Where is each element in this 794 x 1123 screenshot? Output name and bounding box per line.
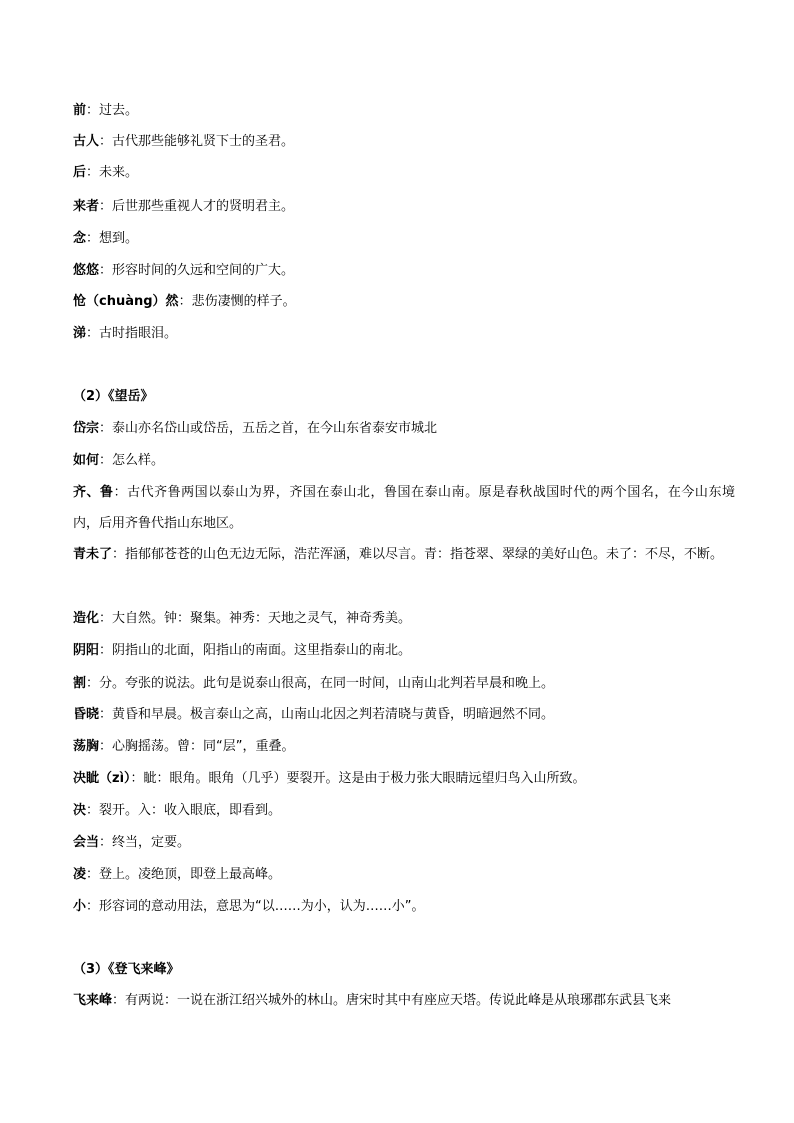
- gloss-definition: ：未来。: [86, 165, 139, 180]
- gloss-entry: [73, 477, 735, 539]
- gloss-term: 阴阳: [73, 643, 100, 658]
- gloss-definition: ：古代那些能够礼贤下士的圣君。: [99, 134, 295, 149]
- gloss-term: 决眦（zì）: [73, 771, 131, 786]
- gloss-entry: [73, 157, 735, 188]
- gloss-term: 小: [73, 899, 87, 914]
- gloss-definition: ：形容时间的久远和空间的广大。: [99, 263, 295, 278]
- gloss-term: 凌: [73, 867, 87, 882]
- gloss-entry: [73, 318, 735, 349]
- gloss-entry: [73, 255, 735, 286]
- gloss-entry: [73, 668, 735, 699]
- gloss-term: 齐、鲁: [73, 485, 114, 500]
- gloss-term: 昏晓: [73, 707, 100, 722]
- gloss-term: 造化: [73, 611, 100, 626]
- gloss-entry: [73, 95, 735, 126]
- gloss-definition: ：心胸摇荡。曾：同“层”，重叠。: [99, 739, 295, 754]
- gloss-term: 青未了: [73, 547, 113, 562]
- gloss-term: 古人: [73, 134, 100, 149]
- gloss-entry: [73, 191, 735, 222]
- gloss-term: 后: [73, 165, 87, 180]
- gloss-definition: ：眦：眼角。眼角（几乎）要裂开。这是由于极力张大眼睛远望归鸟入山所致。: [130, 771, 586, 786]
- gloss-entry: [73, 795, 735, 826]
- gloss-entry: [73, 859, 735, 890]
- gloss-term: 涕: [73, 326, 87, 341]
- gloss-entry: [73, 985, 735, 1016]
- gloss-term: 悠悠: [73, 263, 100, 278]
- gloss-definition: ：怎么样。: [99, 453, 165, 468]
- gloss-entry: [73, 603, 735, 634]
- gloss-entry: [73, 445, 735, 476]
- gloss-definition: ：形容词的意动用法，意思为“以……为小，认为……小”。: [86, 899, 425, 914]
- gloss-term: 念: [73, 231, 87, 246]
- gloss-definition: ：分。夸张的说法。此句是说泰山很高，在同一时间，山南山北判若早晨和晚上。: [86, 676, 555, 691]
- gloss-definition: ：后世那些重视人才的贤明君主。: [99, 199, 295, 214]
- gloss-entry: [73, 827, 735, 858]
- gloss-term: 会当: [73, 835, 100, 850]
- gloss-term: 岱宗: [73, 421, 100, 436]
- gloss-definition: ：古时指眼泪。: [86, 326, 178, 341]
- gloss-term: 前: [73, 103, 87, 118]
- gloss-definition: ：大自然。钟：聚集。神秀：天地之灵气，神奇秀美。: [99, 611, 412, 626]
- gloss-definition: ：泰山亦名岱山或岱岳，五岳之首，在今山东省泰安市城北: [99, 421, 438, 436]
- gloss-definition: ：黄昏和早晨。极言泰山之高，山南山北因之判若清晓与黄昏，明暗迥然不同。: [99, 707, 555, 722]
- section-heading: （3）《登飞来峰》: [73, 962, 180, 977]
- gloss-entry: [73, 635, 735, 666]
- gloss-definition: ：悲伤凄恻的样子。: [178, 294, 296, 309]
- gloss-entry: [73, 731, 735, 762]
- gloss-definition: ：过去。: [86, 103, 139, 118]
- gloss-entry: [73, 223, 735, 254]
- gloss-term: 来者: [73, 199, 100, 214]
- gloss-definition: ：古代齐鲁两国以泰山为界，齐国在泰山北，鲁国在泰山南。原是春秋战国时代的两个国名，在今山东境内，后用齐鲁代指山东地区。: [73, 485, 735, 531]
- gloss-term: 如何: [73, 453, 100, 468]
- gloss-entry: [73, 699, 735, 730]
- gloss-term: 割: [73, 676, 87, 691]
- gloss-definition: ：登上。凌绝顶，即登上最高峰。: [86, 867, 282, 882]
- gloss-entry: [73, 413, 735, 444]
- gloss-entry: [73, 763, 735, 794]
- gloss-entry: [73, 126, 735, 157]
- gloss-entry: [73, 286, 735, 317]
- gloss-definition: ：终当，定要。: [99, 835, 191, 850]
- gloss-definition: ：指郁郁苍苍的山色无边无际，浩茫浑涵，难以尽言。青：指苍翠、翠绿的美好山色。未了：不尽，不断。: [112, 547, 724, 562]
- gloss-definition: ：阴指山的北面，阳指山的南面。这里指泰山的南北。: [99, 643, 412, 658]
- gloss-term: 怆（chuàng）然: [73, 294, 179, 309]
- gloss-term: 飞来峰: [73, 993, 113, 1008]
- gloss-definition: ：裂开。入：收入眼底，即看到。: [86, 803, 282, 818]
- gloss-term: 荡胸: [73, 739, 100, 754]
- section-heading: （2）《望岳》: [73, 389, 154, 404]
- gloss-entry: [73, 539, 735, 570]
- gloss-entry: [73, 891, 735, 922]
- gloss-term: 决: [73, 803, 87, 818]
- gloss-definition: ：有两说：一说在浙江绍兴城外的林山。唐宋时其中有座应天塔。传说此峰是从琅琊郡东武县飞来: [112, 993, 672, 1008]
- gloss-definition: ：想到。: [86, 231, 139, 246]
